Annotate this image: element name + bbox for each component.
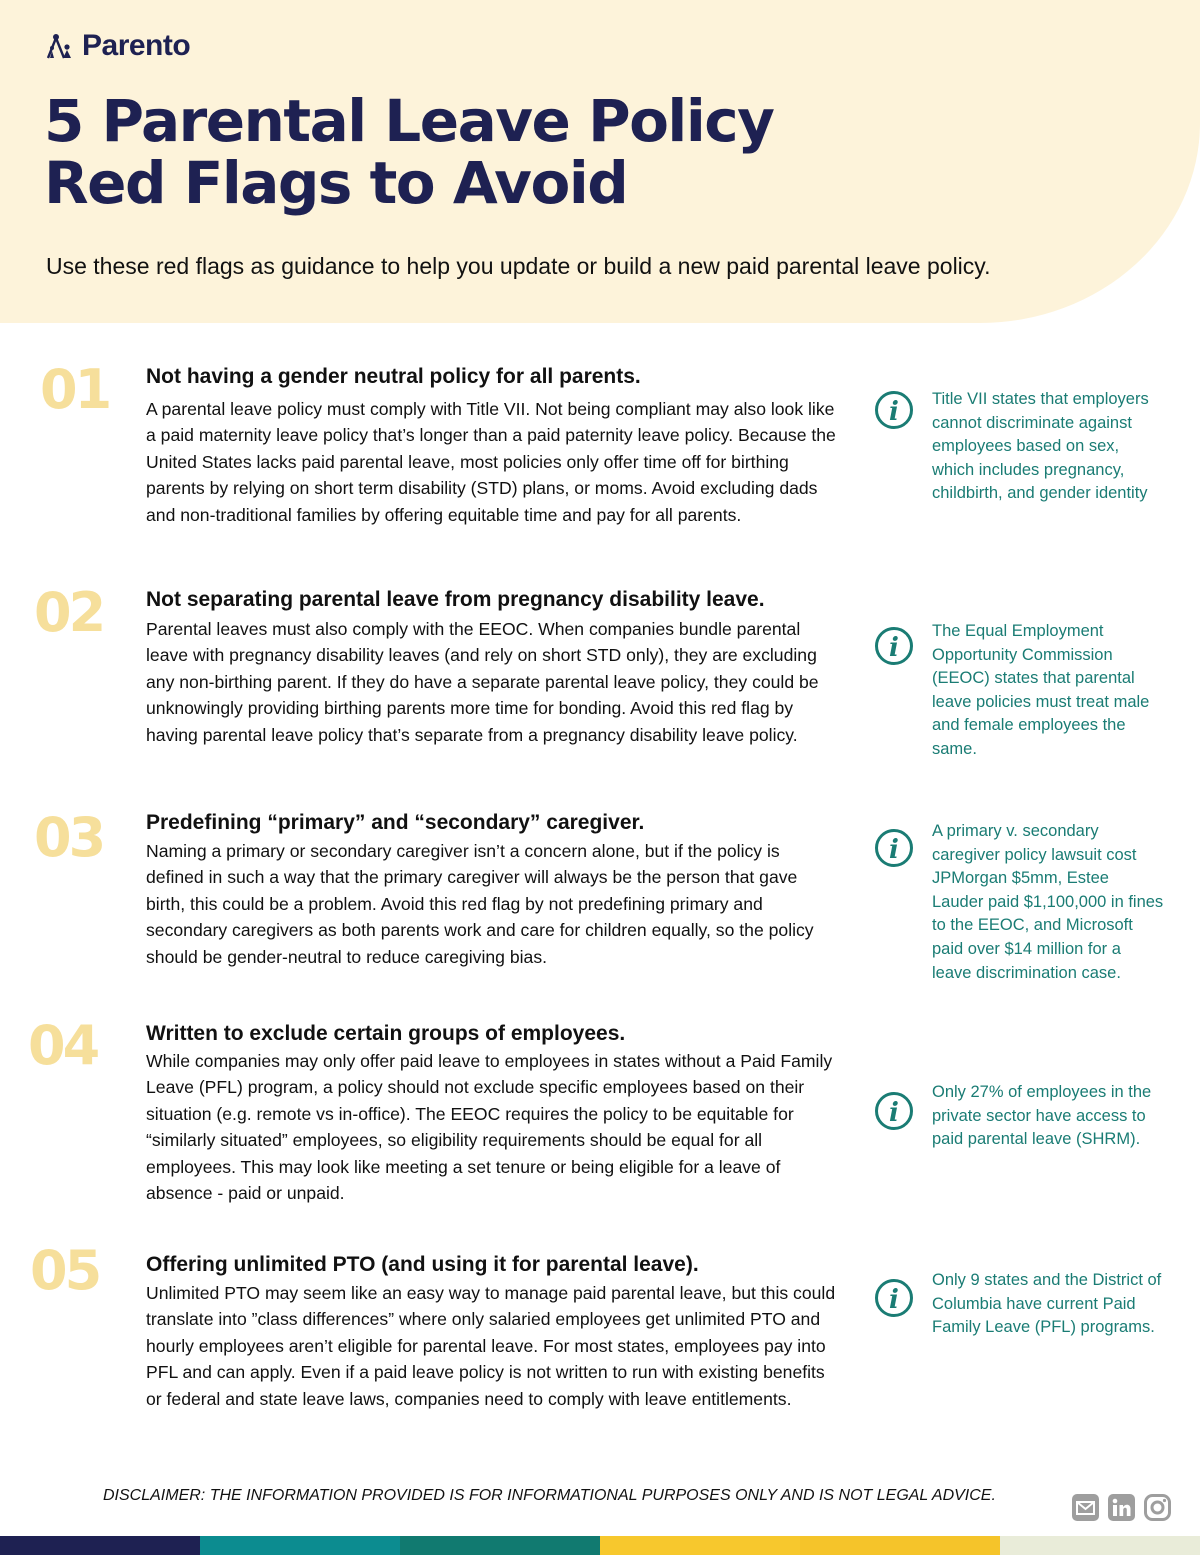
page-subtitle: Use these red flags as guidance to help you update or build a new paid parental leave policy. — [46, 253, 991, 279]
instagram-icon[interactable] — [1144, 1494, 1171, 1521]
page-title — [44, 87, 774, 217]
info-icon — [874, 626, 914, 666]
info-note-text: Title VII states that employers cannot discriminate against employees based on sex, which includes pregnancy, childbirth, and gender identity — [932, 390, 1149, 503]
flag-number: 04 — [28, 1014, 98, 1077]
flag-body: Naming a primary or secondary caregiver isn’t a concern alone, but if the policy is defined in such a way that the primary caregiver will always be the person that gave birth, this could be a problem. Avoid this red flag by not predefining primary and secondary caregivers as both parents work and care for children equally, so the policy should be gender-neutral to reduce caregiving bias. — [146, 841, 814, 967]
info-icon — [874, 828, 914, 868]
family-logo-icon — [44, 32, 76, 60]
flag-number: 03 — [34, 806, 104, 869]
info-note-text: Only 27% of employees in the private sector have access to paid parental leave (SHRM). — [932, 1083, 1152, 1149]
flag-number: 02 — [34, 581, 104, 644]
footer-bar-segment — [200, 1536, 400, 1555]
svg-text:i: i — [889, 397, 899, 427]
footer-bar-segment — [800, 1536, 1000, 1555]
info-icon — [874, 1278, 914, 1318]
info-note-text: The Equal Employment Opportunity Commission (EEOC) states that parental leave policies must treat male and female employees the same. — [932, 622, 1150, 758]
social-links — [1072, 1494, 1171, 1521]
title-line-1: 5 Parental Leave Policy — [44, 87, 774, 155]
brand-logo[interactable] — [44, 28, 190, 64]
info-icon — [874, 1091, 914, 1131]
flag-body: A parental leave policy must comply with Title VII. Not being compliant may also look like a paid maternity leave policy that’s longer than a paid paternity leave policy. Because the United States lacks paid parental leave, most policies only offer time off for birthing parents by relying on short term disability (STD) plans, or moms. Avoid excluding dads and non-traditional families by offering equitable time and pay for all parents. — [146, 399, 836, 525]
footer-bar-segment — [0, 1536, 200, 1555]
footer-color-bar — [0, 1536, 1200, 1555]
info-icon — [874, 390, 914, 430]
svg-text:i: i — [889, 835, 899, 865]
flag-body: While companies may only offer paid leave to employees in states without a Paid Family Leave (PFL) program, a policy should not exclude specific employees based on their situation (e.g. remote vs in-office). The EEOC requires the policy to be equitable for “similarly situated” employees, so eligibility requirements should be equal for all employees. This may look like meeting a set tenure or being eligible for a leave of absence - paid or unpaid. — [146, 1051, 833, 1204]
info-note-text: Only 9 states and the District of Columbia have current Paid Family Leave (PFL) programs. — [932, 1271, 1162, 1337]
svg-text:i: i — [889, 633, 899, 663]
flag-number: 01 — [40, 358, 110, 421]
footer-bar-segment — [1000, 1536, 1200, 1555]
info-note-text: A primary v. secondary caregiver policy lawsuit cost JPMorgan $5mm, Estee Lauder paid $1,100,000 in fines to the EEOC, and Microsoft paid over $14 million for a leave discrimination case. — [932, 822, 1164, 982]
flag-heading: Not separating parental leave from pregnancy disability leave. — [146, 588, 765, 611]
flag-heading: Written to exclude certain groups of employees. — [146, 1022, 626, 1045]
linkedin-icon[interactable] — [1108, 1494, 1135, 1521]
flag-body: Parental leaves must also comply with the EEOC. When companies bundle parental leave with pregnancy disability leaves (and rely on short STD only), they are excluding any non-birthing parent. If they do have a separate parental leave policy, they could be unknowingly providing birthing parents more time for bonding. Avoid this red flag by having parental leave policy that’s separate from a pregnancy disability leave policy. — [146, 619, 819, 745]
flag-number: 05 — [30, 1239, 100, 1302]
email-icon[interactable] — [1072, 1494, 1099, 1521]
svg-text:i: i — [889, 1285, 899, 1315]
flag-heading: Not having a gender neutral policy for all parents. — [146, 365, 641, 388]
flag-heading: Offering unlimited PTO (and using it for parental leave). — [146, 1253, 699, 1276]
flag-body: Unlimited PTO may seem like an easy way to manage paid parental leave, but this could translate into ”class differences” where only salaried employees get unlimited PTO and hourly employees aren’t eligible for parental leave. For most states, employees pay into PFL and can apply. Even if a paid leave policy is not written to run with existing benefits or federal and state leave laws, companies need to comply with leave entitlements. — [146, 1283, 836, 1409]
footer-bar-segment — [400, 1536, 600, 1555]
svg-text:i: i — [889, 1098, 899, 1128]
title-line-2: Red Flags to Avoid — [44, 149, 628, 217]
brand-name: Parento — [82, 29, 191, 62]
flag-heading: Predefining “primary” and “secondary” caregiver. — [146, 811, 645, 834]
footer-bar-segment — [600, 1536, 800, 1555]
disclaimer: DISCLAIMER: THE INFORMATION PROVIDED IS FOR INFORMATIONAL PURPOSES ONLY AND IS NOT LEGAL ADVICE. — [103, 1487, 996, 1504]
